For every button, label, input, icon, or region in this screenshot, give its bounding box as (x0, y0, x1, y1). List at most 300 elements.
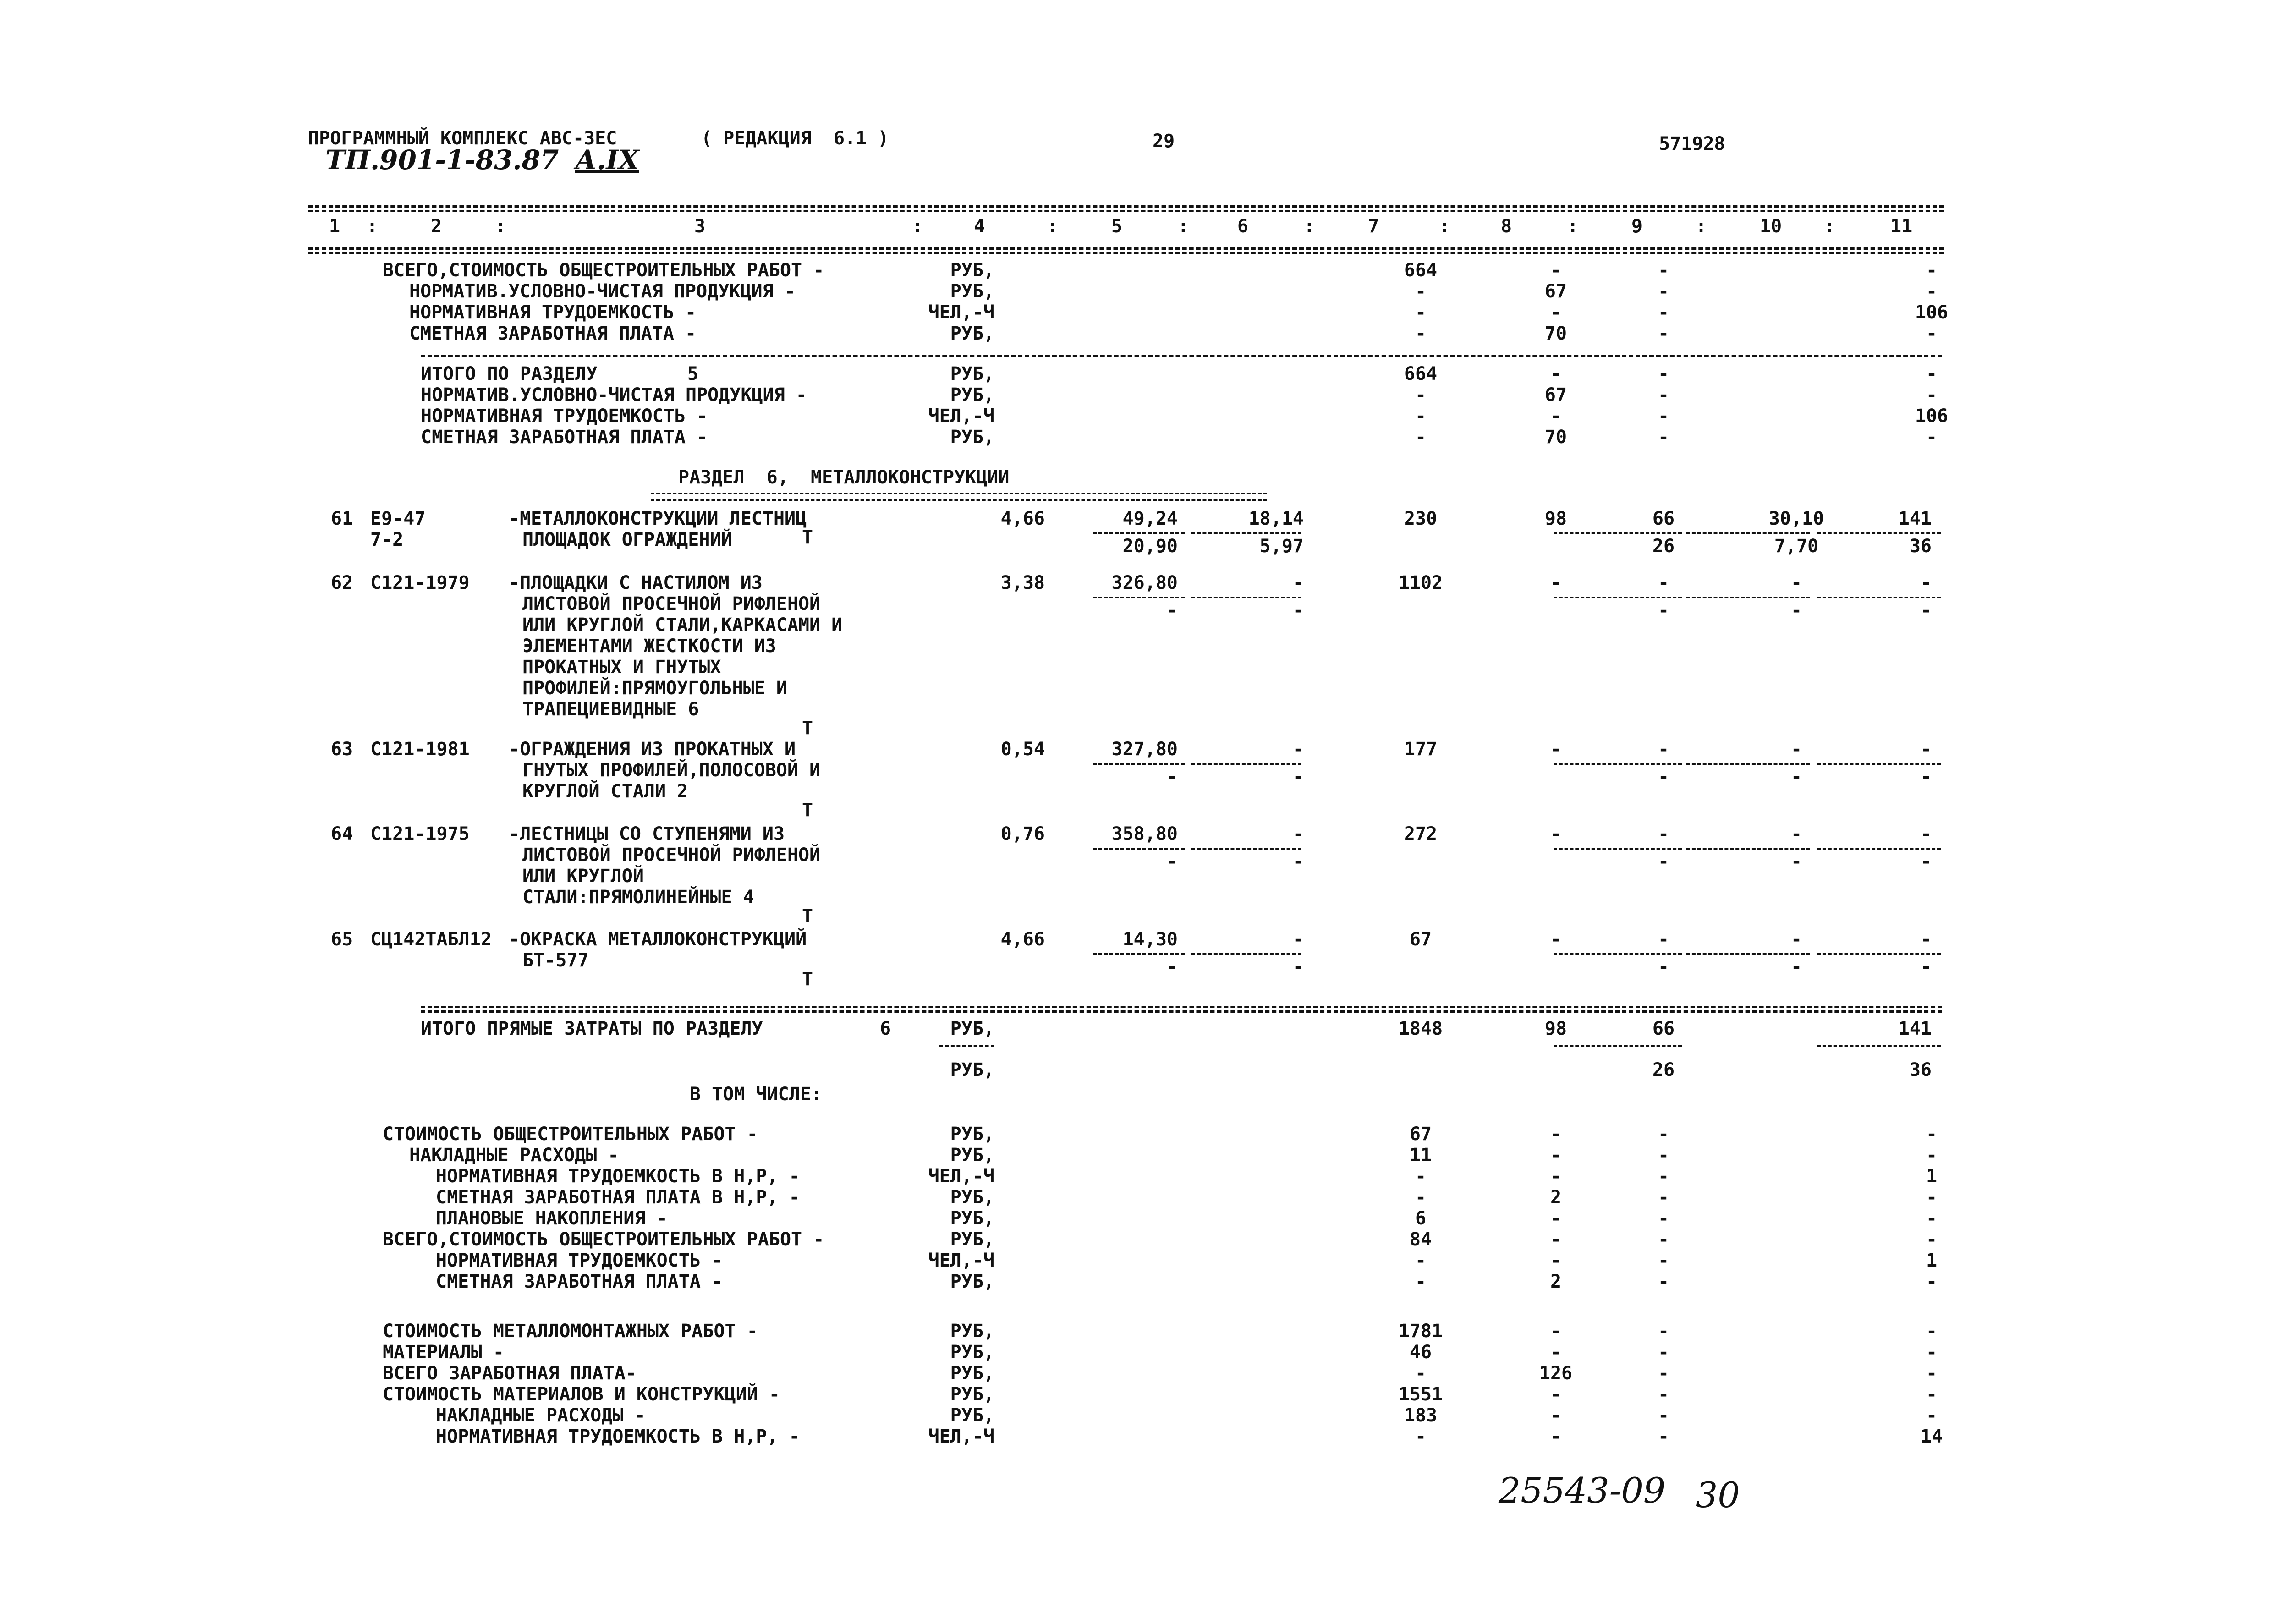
metal-row-col8: - (1550, 1384, 1562, 1405)
item-col10-sub: - (1790, 851, 1802, 872)
item-col6-sub: - (1292, 766, 1304, 787)
item-col10-sub: - (1790, 766, 1802, 787)
item-number: 62 (331, 572, 353, 593)
total-row-col7: - (1415, 281, 1427, 302)
item-col10: - (1790, 739, 1802, 760)
cost-row-col8: - (1550, 1229, 1562, 1250)
item-rule-col10 (1686, 597, 1810, 598)
item-col10-sub: - (1790, 600, 1802, 621)
item-description: КРУГЛОЙ СТАЛИ 2 (522, 781, 688, 802)
item-rule-col10 (1686, 532, 1810, 534)
item-description: ЛИСТОВОЙ ПРОСЕЧНОЙ РИФЛЕНОЙ (522, 593, 821, 614)
total-row-col11: 106 (1915, 302, 1949, 323)
item-description: -ЛЕСТНИЦЫ СО СТУПЕНЯМИ ИЗ (509, 823, 785, 845)
total-row-unit: РУБ, (950, 323, 994, 344)
metal-row-col11: 14 (1920, 1426, 1943, 1447)
column-header-11: 11 (1890, 216, 1913, 237)
column-separator: : (1567, 216, 1579, 237)
item-code: С121-1975 (370, 823, 470, 845)
direct-costs-col9: 66 (1652, 1018, 1675, 1039)
handwritten-page-mark: 30 (1696, 1475, 1740, 1515)
direct-costs-col11-rule (1817, 1045, 1941, 1047)
item-col10-sub: - (1790, 956, 1802, 977)
item-col5: 358,80 (1111, 823, 1178, 845)
item-col5-sub: - (1166, 851, 1178, 872)
column-header-6: 6 (1237, 216, 1249, 237)
total-row-col7: 664 (1404, 260, 1438, 281)
item-col4: 0,76 (1000, 823, 1045, 845)
metal-row-unit: ЧЕЛ,-Ч (928, 1426, 994, 1447)
cost-row-label: СМЕТНАЯ ЗАРАБОТНАЯ ПЛАТА В Н,Р, - (436, 1187, 800, 1208)
item-code: С121-1981 (370, 739, 470, 760)
metal-row-col11: - (1926, 1342, 1938, 1363)
total-row-label: СМЕТНАЯ ЗАРАБОТНАЯ ПЛАТА - (409, 323, 697, 344)
item-description: ЭЛЕМЕНТАМИ ЖЕСТКОСТИ ИЗ (522, 636, 776, 657)
cost-row-col7: 84 (1409, 1229, 1432, 1250)
item-col9-sub: - (1658, 600, 1669, 621)
item-col10-sub: 7,70 (1774, 536, 1819, 557)
section6-title: РАЗДЕЛ 6, МЕТАЛЛОКОНСТРУКЦИИ (678, 467, 1010, 488)
item-col11: - (1920, 823, 1932, 845)
metal-row-col11: - (1926, 1363, 1938, 1384)
column-header-9: 9 (1631, 216, 1643, 237)
item-description: ГНУТЫХ ПРОФИЛЕЙ,ПОЛОСОВОЙ И (522, 760, 821, 781)
column-header-4: 4 (974, 216, 985, 237)
metal-row-col7: 1781 (1398, 1321, 1443, 1342)
item-col11-sub: - (1920, 600, 1932, 621)
cost-row-col8: - (1550, 1208, 1562, 1229)
direct-costs-col11-sub: 36 (1909, 1059, 1932, 1081)
item-col9-sub: - (1658, 851, 1669, 872)
item-col9: - (1658, 929, 1669, 950)
item-col6: - (1292, 929, 1304, 950)
column-separator: : (1304, 216, 1315, 237)
total-row-label: НОРМАТИВНАЯ ТРУДОЕМКОСТЬ - (409, 302, 697, 323)
section5-row-col11: 106 (1915, 406, 1949, 427)
item-t-mark: Т (802, 800, 813, 821)
item-col5: 326,80 (1111, 572, 1178, 593)
cost-row-col11: - (1926, 1124, 1938, 1145)
item-rule-col10 (1686, 848, 1810, 850)
item-col10: - (1790, 823, 1802, 845)
cost-row-col9: - (1658, 1145, 1669, 1166)
item-col8: - (1550, 823, 1562, 845)
item-col9: - (1658, 572, 1669, 593)
section5-row-col8: 67 (1544, 384, 1567, 406)
column-separator: : (1047, 216, 1059, 237)
section5-row-label: СМЕТНАЯ ЗАРАБОТНАЯ ПЛАТА - (421, 427, 708, 448)
item-col5: 49,24 (1122, 508, 1178, 529)
item-code: С121-1979 (370, 572, 470, 593)
item-rule-col6 (1191, 953, 1301, 955)
column-separator: : (1824, 216, 1835, 237)
cost-row-col8: - (1550, 1166, 1562, 1187)
item-col5-sub: - (1166, 766, 1178, 787)
cost-row-unit: РУБ, (950, 1124, 994, 1145)
column-header-10: 10 (1760, 216, 1782, 237)
section5-row-col8: 70 (1544, 427, 1567, 448)
total-row-col7: - (1415, 323, 1427, 344)
item-t-mark: Т (802, 905, 813, 927)
cost-row-label: СТОИМОСТЬ ОБЩЕСТРОИТЕЛЬНЫХ РАБОТ - (383, 1124, 758, 1145)
metal-row-col9: - (1658, 1342, 1669, 1363)
direct-costs-number: 6 (880, 1018, 891, 1039)
program-title: ПРОГРАММНЫЙ КОМПЛЕКС АВС-3ЕС (308, 128, 617, 149)
metal-row-label: СТОИМОСТЬ МАТЕРИАЛОВ И КОНСТРУКЦИЙ - (383, 1384, 780, 1405)
section5-row-col11: - (1926, 384, 1938, 406)
metal-row-label: СТОИМОСТЬ МЕТАЛЛОМОНТАЖНЫХ РАБОТ - (383, 1321, 758, 1342)
handwritten-number: 25543-09 (1499, 1470, 1666, 1511)
cost-row-col11: - (1926, 1187, 1938, 1208)
cost-row-col8: 2 (1550, 1271, 1562, 1292)
direct-costs-col9-sub: 26 (1652, 1059, 1675, 1081)
total-row-col11: - (1926, 260, 1938, 281)
cost-row-label: СМЕТНАЯ ЗАРАБОТНАЯ ПЛАТА - (436, 1271, 723, 1292)
cost-row-label: НАКЛАДНЫЕ РАСХОДЫ - (409, 1145, 619, 1166)
item-col7: 1102 (1398, 572, 1443, 593)
item-col8: 98 (1544, 508, 1567, 529)
section5-row-unit: РУБ, (950, 363, 994, 384)
item-description: -МЕТАЛЛОКОНСТРУКЦИИ ЛЕСТНИЦ (509, 508, 807, 529)
cost-row-col7: 6 (1415, 1208, 1427, 1229)
item-code: Е9-47 (370, 508, 426, 529)
item-col11: - (1920, 929, 1932, 950)
item-rule-col5 (1093, 848, 1185, 850)
direct-costs-label: ИТОГО ПРЯМЫЕ ЗАТРАТЫ ПО РАЗДЕЛУ (421, 1018, 763, 1039)
cost-row-unit: РУБ, (950, 1271, 994, 1292)
metal-row-col7: - (1415, 1363, 1427, 1384)
cost-row-col8: - (1550, 1124, 1562, 1145)
item-col9: - (1658, 823, 1669, 845)
metal-row-col7: 46 (1409, 1342, 1432, 1363)
header-bottom-rule (308, 247, 1944, 250)
total-row-col9: - (1658, 323, 1669, 344)
section5-row-unit: РУБ, (950, 384, 994, 406)
item-col5-sub: - (1166, 956, 1178, 977)
section5-title: ИТОГО ПО РАЗДЕЛУ (421, 363, 598, 384)
item-rule-col9 (1554, 532, 1682, 534)
item-col5-sub: - (1166, 600, 1178, 621)
item-col11-sub: - (1920, 766, 1932, 787)
cost-row-label: НОРМАТИВНАЯ ТРУДОЕМКОСТЬ - (436, 1250, 723, 1271)
item-col6: - (1292, 823, 1304, 845)
metal-row-unit: РУБ, (950, 1363, 994, 1384)
column-header-8: 8 (1501, 216, 1512, 237)
section5-row-col9: - (1658, 427, 1669, 448)
cost-row-unit: ЧЕЛ,-Ч (928, 1250, 994, 1271)
section5-row-col7: - (1415, 406, 1427, 427)
column-header-3: 3 (694, 216, 706, 237)
item-col8: - (1550, 572, 1562, 593)
cost-row-label: ВСЕГО,СТОИМОСТЬ ОБЩЕСТРОИТЕЛЬНЫХ РАБОТ - (383, 1229, 824, 1250)
item-number: 65 (331, 929, 353, 950)
item-col6-sub: - (1292, 600, 1304, 621)
metal-row-col9: - (1658, 1384, 1669, 1405)
item-rule-col5 (1093, 532, 1185, 534)
cost-row-col7: - (1415, 1271, 1427, 1292)
metal-row-unit: РУБ, (950, 1321, 994, 1342)
column-header-2: 2 (431, 216, 442, 237)
project-number: ТП.901-1-83.87 (325, 144, 559, 176)
item-col6: - (1292, 572, 1304, 593)
section5-row-col8: - (1550, 406, 1562, 427)
metal-row-col8: - (1550, 1321, 1562, 1342)
item-col8: - (1550, 929, 1562, 950)
item-col9-sub: 26 (1652, 536, 1675, 557)
direct-costs-col8: 98 (1544, 1018, 1567, 1039)
section5-row-col11: - (1926, 427, 1938, 448)
cost-row-col9: - (1658, 1166, 1669, 1187)
item-description: -ПЛОЩАДКИ С НАСТИЛОМ ИЗ (509, 572, 763, 593)
metal-row-col8: - (1550, 1426, 1562, 1447)
item-rule-col9 (1554, 953, 1682, 955)
metal-row-col9: - (1658, 1405, 1669, 1426)
section5-row-label: НОРМАТИВНАЯ ТРУДОЕМКОСТЬ - (421, 406, 708, 427)
cost-row-col11: - (1926, 1208, 1938, 1229)
including-label: В ТОМ ЧИСЛЕ: (690, 1084, 822, 1105)
cost-row-unit: РУБ, (950, 1145, 994, 1166)
section6-title-underline (651, 493, 1267, 501)
item-description: -ОКРАСКА МЕТАЛЛОКОНСТРУКЦИЙ (509, 929, 807, 950)
section5-row-col7: 664 (1404, 363, 1438, 384)
item-col9-sub: - (1658, 766, 1669, 787)
item-description: ПЛОЩАДОК ОГРАЖДЕНИЙ (522, 529, 732, 550)
item-col4: 3,38 (1000, 572, 1045, 593)
total-row-unit: РУБ, (950, 260, 994, 281)
item-col7: 272 (1404, 823, 1438, 845)
section5-row-col9: - (1658, 384, 1669, 406)
item-description: ТРАПЕЦИЕВИДНЫЕ 6 (522, 699, 699, 720)
cost-row-col9: - (1658, 1229, 1669, 1250)
header-top-rule (308, 205, 1944, 208)
item-description: ИЛИ КРУГЛОЙ СТАЛИ,КАРКАСАМИ И (522, 614, 843, 636)
metal-row-label: НАКЛАДНЫЕ РАСХОДЫ - (436, 1405, 646, 1426)
direct-costs-rule (421, 1006, 1942, 1008)
column-separator: : (367, 216, 378, 237)
cost-row-col9: - (1658, 1271, 1669, 1292)
column-separator: : (1439, 216, 1450, 237)
cost-row-col9: - (1658, 1124, 1669, 1145)
item-t-mark: Т (802, 718, 813, 739)
item-col8: - (1550, 739, 1562, 760)
edition-label: ( РЕДАКЦИЯ 6.1 ) (701, 128, 889, 149)
cost-row-label: ПЛАНОВЫЕ НАКОПЛЕНИЯ - (436, 1208, 668, 1229)
item-col9-sub: - (1658, 956, 1669, 977)
metal-row-col9: - (1658, 1363, 1669, 1384)
item-col10: - (1790, 929, 1802, 950)
header-top-rule-2 (308, 210, 1944, 212)
total-row-col7: - (1415, 302, 1427, 323)
item-rule-col6 (1191, 532, 1301, 534)
item-col5: 14,30 (1122, 929, 1178, 950)
cost-row-col11: 1 (1926, 1166, 1938, 1187)
total-row-col11: - (1926, 281, 1938, 302)
item-description: ПРОФИЛЕЙ:ПРЯМОУГОЛЬНЫЕ И (522, 678, 787, 699)
item-col6: - (1292, 739, 1304, 760)
cost-row-col11: - (1926, 1229, 1938, 1250)
cost-row-col9: - (1658, 1208, 1669, 1229)
page-number: 29 (1153, 131, 1175, 152)
metal-row-col9: - (1658, 1426, 1669, 1447)
item-rule-col6 (1191, 848, 1301, 850)
item-col4: 0,54 (1000, 739, 1045, 760)
total-row-col9: - (1658, 260, 1669, 281)
item-description: ИЛИ КРУГЛОЙ (522, 866, 644, 887)
item-rule-col9 (1554, 763, 1682, 765)
metal-row-col11: - (1926, 1405, 1938, 1426)
column-header-5: 5 (1111, 216, 1123, 237)
item-rule-col9 (1554, 848, 1682, 850)
item-col7: 230 (1404, 508, 1438, 529)
item-col11-sub: - (1920, 851, 1932, 872)
metal-row-col7: 183 (1404, 1405, 1438, 1426)
item-rule-col5 (1093, 597, 1185, 598)
total-row-col8: - (1550, 302, 1562, 323)
total-row-col8: - (1550, 260, 1562, 281)
item-rule-col11 (1817, 848, 1941, 850)
cost-row-unit: РУБ, (950, 1187, 994, 1208)
item-rule-col10 (1686, 953, 1810, 955)
item-rule-col6 (1191, 763, 1301, 765)
total-row-col8: 67 (1544, 281, 1567, 302)
item-rule-col11 (1817, 532, 1941, 534)
total-row-col9: - (1658, 281, 1669, 302)
metal-row-col9: - (1658, 1321, 1669, 1342)
cost-row-col8: - (1550, 1250, 1562, 1271)
column-separator: : (1696, 216, 1707, 237)
metal-row-label: МАТЕРИАЛЫ - (383, 1342, 504, 1363)
cost-row-unit: РУБ, (950, 1229, 994, 1250)
metal-row-col11: - (1926, 1384, 1938, 1405)
album-label: А.IX (575, 144, 639, 176)
metal-row-unit: РУБ, (950, 1384, 994, 1405)
metal-row-col7: - (1415, 1426, 1427, 1447)
direct-costs-unit: РУБ, (950, 1018, 994, 1039)
direct-costs-rule-2 (421, 1010, 1942, 1013)
item-rule-col6 (1191, 597, 1301, 598)
item-rule-col5 (1093, 953, 1185, 955)
section5-row-col9: - (1658, 363, 1669, 384)
direct-costs-unit-rule (939, 1045, 994, 1047)
metal-row-col8: - (1550, 1405, 1562, 1426)
header-bottom-rule-2 (308, 252, 1944, 254)
metal-row-label: ВСЕГО ЗАРАБОТНАЯ ПЛАТА- (383, 1363, 637, 1384)
metal-row-col8: 126 (1539, 1363, 1573, 1384)
metal-row-col11: - (1926, 1321, 1938, 1342)
total-row-unit: РУБ, (950, 281, 994, 302)
column-separator: : (1178, 216, 1189, 237)
total-row-label: НОРМАТИВ.УСЛОВНО-ЧИСТАЯ ПРОДУКЦИЯ - (409, 281, 796, 302)
section5-row-unit: ЧЕЛ,-Ч (928, 406, 994, 427)
item-col4: 4,66 (1000, 508, 1045, 529)
item-rule-col11 (1817, 953, 1941, 955)
section5-row-col9: - (1658, 406, 1669, 427)
item-number: 64 (331, 823, 353, 845)
cost-row-col8: 2 (1550, 1187, 1562, 1208)
total-row-col8: 70 (1544, 323, 1567, 344)
column-header-7: 7 (1368, 216, 1379, 237)
item-col11-sub: 36 (1909, 536, 1932, 557)
item-number: 61 (331, 508, 353, 529)
item-rule-col5 (1093, 763, 1185, 765)
direct-costs-col7: 1848 (1398, 1018, 1443, 1039)
cost-row-col8: - (1550, 1145, 1562, 1166)
section5-row-col7: - (1415, 384, 1427, 406)
metal-row-col7: 1551 (1398, 1384, 1443, 1405)
item-col9: 66 (1652, 508, 1675, 529)
item-col5-sub: 20,90 (1122, 536, 1178, 557)
cost-row-col11: - (1926, 1271, 1938, 1292)
total-row-col9: - (1658, 302, 1669, 323)
section5-row-label: НОРМАТИВ.УСЛОВНО-ЧИСТАЯ ПРОДУКЦИЯ - (421, 384, 807, 406)
section5-row-unit: РУБ, (950, 427, 994, 448)
section5-row-col7: - (1415, 427, 1427, 448)
cost-row-unit: РУБ, (950, 1208, 994, 1229)
item-rule-col9 (1554, 597, 1682, 598)
column-separator: : (912, 216, 923, 237)
total-row-label: ВСЕГО,СТОИМОСТЬ ОБЩЕСТРОИТЕЛЬНЫХ РАБОТ - (383, 260, 824, 281)
item-t-mark: Т (802, 527, 813, 548)
cost-row-col7: 11 (1409, 1145, 1432, 1166)
item-t-mark: Т (802, 969, 813, 990)
metal-row-unit: РУБ, (950, 1342, 994, 1363)
cost-row-col7: 67 (1409, 1124, 1432, 1145)
item-col7: 67 (1409, 929, 1432, 950)
item-description: ЛИСТОВОЙ ПРОСЕЧНОЙ РИФЛЕНОЙ (522, 845, 821, 866)
item-col11: 141 (1898, 508, 1932, 529)
item-number: 63 (331, 739, 353, 760)
direct-costs-col9-rule (1554, 1045, 1682, 1047)
item-description: СТАЛИ:ПРЯМОЛИНЕЙНЫЕ 4 (522, 887, 754, 908)
item-col4: 4,66 (1000, 929, 1045, 950)
total-row-unit: ЧЕЛ,-Ч (928, 302, 994, 323)
section5-row-col8: - (1550, 363, 1562, 384)
cost-row-col11: 1 (1926, 1250, 1938, 1271)
cost-row-col7: - (1415, 1250, 1427, 1271)
item-col7: 177 (1404, 739, 1438, 760)
total-row-col11: - (1926, 323, 1938, 344)
item-code-sub: 7-2 (370, 529, 404, 550)
metal-row-label: НОРМАТИВНАЯ ТРУДОЕМКОСТЬ В Н,Р, - (436, 1426, 800, 1447)
direct-costs-col11: 141 (1898, 1018, 1932, 1039)
item-col11: - (1920, 572, 1932, 593)
section5-row-col11: - (1926, 363, 1938, 384)
document-code: 571928 (1659, 133, 1725, 154)
cost-row-col9: - (1658, 1250, 1669, 1271)
direct-costs-unit-sub: РУБ, (950, 1059, 994, 1081)
item-col11-sub: - (1920, 956, 1932, 977)
metal-row-unit: РУБ, (950, 1405, 994, 1426)
cost-row-col9: - (1658, 1187, 1669, 1208)
item-col6: 18,14 (1248, 508, 1304, 529)
item-col10: - (1790, 572, 1802, 593)
item-rule-col10 (1686, 763, 1810, 765)
item-col6-sub: 5,97 (1259, 536, 1304, 557)
cost-row-col11: - (1926, 1145, 1938, 1166)
column-separator: : (495, 216, 506, 237)
cost-row-unit: ЧЕЛ,-Ч (928, 1166, 994, 1187)
item-description: БТ-577 (522, 950, 589, 971)
item-col11: - (1920, 739, 1932, 760)
item-col10: 30,10 (1768, 508, 1824, 529)
item-description: -ОГРАЖДЕНИЯ ИЗ ПРОКАТНЫХ И (509, 739, 796, 760)
item-col6-sub: - (1292, 851, 1304, 872)
section5-rule (421, 355, 1942, 357)
item-description: ПРОКАТНЫХ И ГНУТЫХ (522, 657, 721, 678)
cost-row-col7: - (1415, 1166, 1427, 1187)
section5-number: 5 (687, 363, 699, 384)
item-col5: 327,80 (1111, 739, 1178, 760)
